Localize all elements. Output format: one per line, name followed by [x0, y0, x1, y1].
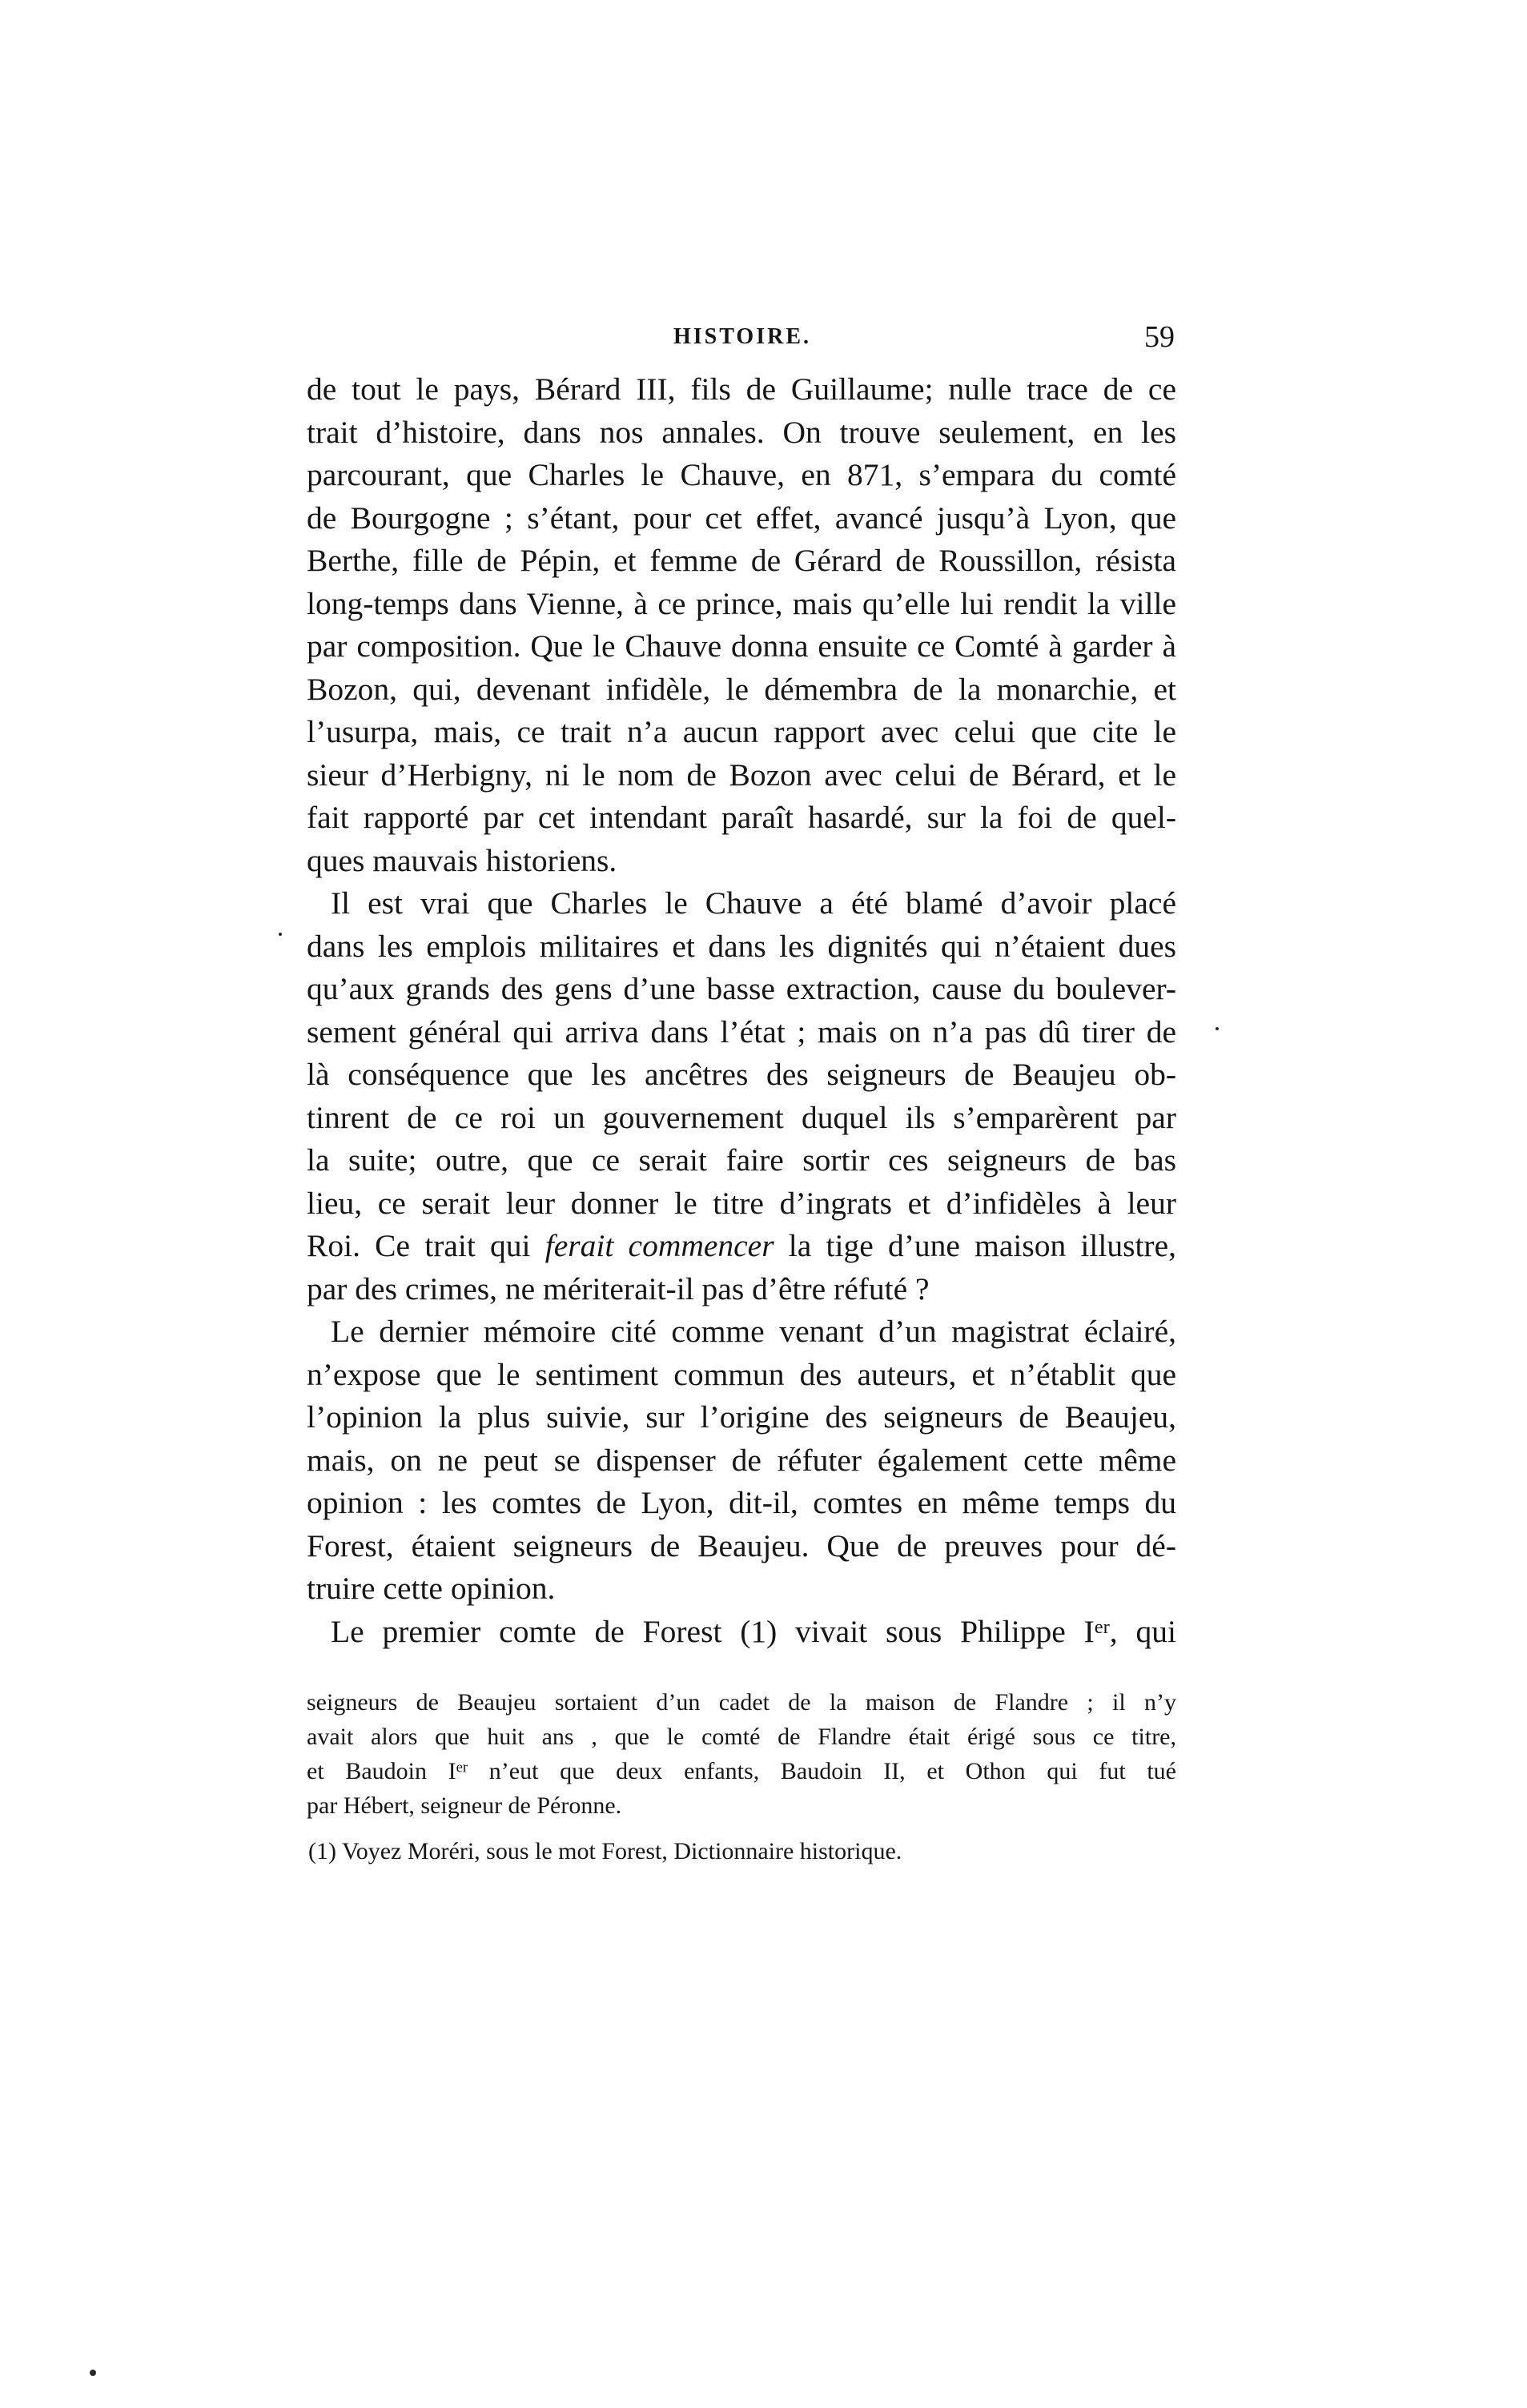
footnote-line: seigneurs de Beaujeu sortaient d’un cadet de la maison de Flandre ; il n’y: [307, 1689, 1176, 1716]
text-line: par composition. Que le Chauve donna ensuite ce Comté à garder à: [307, 628, 1176, 664]
text-line: Le dernier mémoire cité comme venant d’un magistrat éclairé,: [331, 1314, 1176, 1349]
text-line: l’opinion la plus suivie, sur l’origine des seigneurs de Beaujeu,: [307, 1399, 1176, 1435]
text-segment: Roi. Ce trait qui: [307, 1228, 545, 1263]
text-segment: la tige d’une maison illustre,: [774, 1228, 1176, 1263]
text-segment: , qui: [1109, 1613, 1176, 1649]
text-line: sement général qui arriva dans l’état ; mais on n’a pas dû tirer de: [307, 1013, 1176, 1049]
text-line: de tout le pays, Bérard III, fils de Guillaume; nulle trace de ce: [307, 371, 1176, 407]
text-line: dans les emplois militaires et dans les dignités qui n’étaient dues: [307, 928, 1176, 964]
footnote-line: par Hébert, seigneur de Péronne.: [307, 1792, 622, 1819]
print-speck: [279, 933, 282, 936]
text-line: parcourant, que Charles le Chauve, en 871, s’empara du comté: [307, 457, 1176, 492]
text-line: fait rapporté par cet intendant paraît hasardé, sur la foi de quel-: [307, 800, 1176, 835]
superscript: er: [1094, 1615, 1110, 1638]
text-line: ques mauvais historiens.: [307, 842, 617, 878]
print-speck: [90, 2370, 96, 2376]
text-line: mais, on ne peut se dispenser de réfuter également cette même: [307, 1442, 1176, 1478]
text-line: trait d’histoire, dans nos annales. On trouve seulement, en les: [307, 414, 1176, 450]
paragraph-4: [307, 1611, 1176, 1654]
running-title: HISTOIRE.: [673, 324, 811, 349]
text-line: long-temps dans Vienne, à ce prince, mais qu’elle lui rendit la ville: [307, 585, 1176, 621]
text-line: Forest, étaient seigneurs de Beaujeu. Que de preuves pour dé-: [307, 1527, 1176, 1563]
text-line: la suite; outre, que ce serait faire sortir ces seigneurs de bas: [307, 1142, 1176, 1178]
text-line: truire cette opinion.: [307, 1571, 556, 1606]
paragraph-1: [307, 368, 1176, 882]
text-segment: et Baudoin I: [307, 1758, 456, 1784]
text-line: là conséquence que les ancêtres des seigneurs de Beaujeu ob-: [307, 1057, 1176, 1092]
text-segment: Le premier comte de Forest (1) vivait sous Philippe I: [331, 1613, 1095, 1649]
text-line: Berthe, fille de Pépin, et femme de Gérard de Roussillon, résista: [307, 543, 1176, 578]
footnotes: [307, 1685, 1176, 1868]
page-header: [310, 320, 1175, 364]
text-line: n’expose que le sentiment commun des auteurs, et n’établit que: [307, 1356, 1176, 1392]
text-line: sieur d’Herbigny, ni le nom de Bozon avec celui de Bérard, et le: [307, 757, 1176, 793]
text-line: opinion : les comtes de Lyon, dit-il, comtes en même temps du: [307, 1485, 1176, 1520]
italic-phrase: ferait commencer: [544, 1228, 774, 1263]
footnote-line: avait alors que huit ans , que le comté de Flandre était érigé sous ce titre,: [307, 1724, 1176, 1750]
page-number: 59: [1144, 320, 1175, 354]
text-line: [307, 1611, 1176, 1654]
superscript: er: [456, 1759, 468, 1776]
paragraph-2: [307, 882, 1176, 1310]
text-line: de Bourgogne ; s’étant, pour cet effet, avancé jusqu’à Lyon, que: [307, 500, 1176, 536]
footnote-1: (1) Voyez Moréri, sous le mot Forest, Dictionnaire historique.: [308, 1838, 902, 1864]
text-line: lieu, ce serait leur donner le titre d’ingrats et d’infidèles à leur: [307, 1185, 1176, 1221]
footnote-line: [307, 1754, 1176, 1788]
text-line: qu’aux grands des gens d’une basse extraction, cause du boulever-: [307, 971, 1176, 1006]
text-segment: n’eut que deux enfants, Baudoin II, et Othon qui fut tué: [468, 1758, 1176, 1784]
paragraph-3: [307, 1310, 1176, 1611]
text-line: l’usurpa, mais, ce trait n’a aucun rapport avec celui que cite le: [307, 714, 1176, 749]
text-line: par des crimes, ne mériterait-il pas d’être réfuté ?: [307, 1270, 930, 1306]
text-line: Bozon, qui, devenant infidèle, le démembra de la monarchie, et: [307, 671, 1176, 707]
text-line: tinrent de ce roi un gouvernement duquel ils s’emparèrent par: [307, 1099, 1176, 1135]
text-line: Il est vrai que Charles le Chauve a été blamé d’avoir placé: [331, 885, 1176, 921]
text-line: [307, 1225, 1176, 1268]
print-speck: [1216, 1027, 1219, 1030]
main-text: [307, 368, 1176, 1653]
